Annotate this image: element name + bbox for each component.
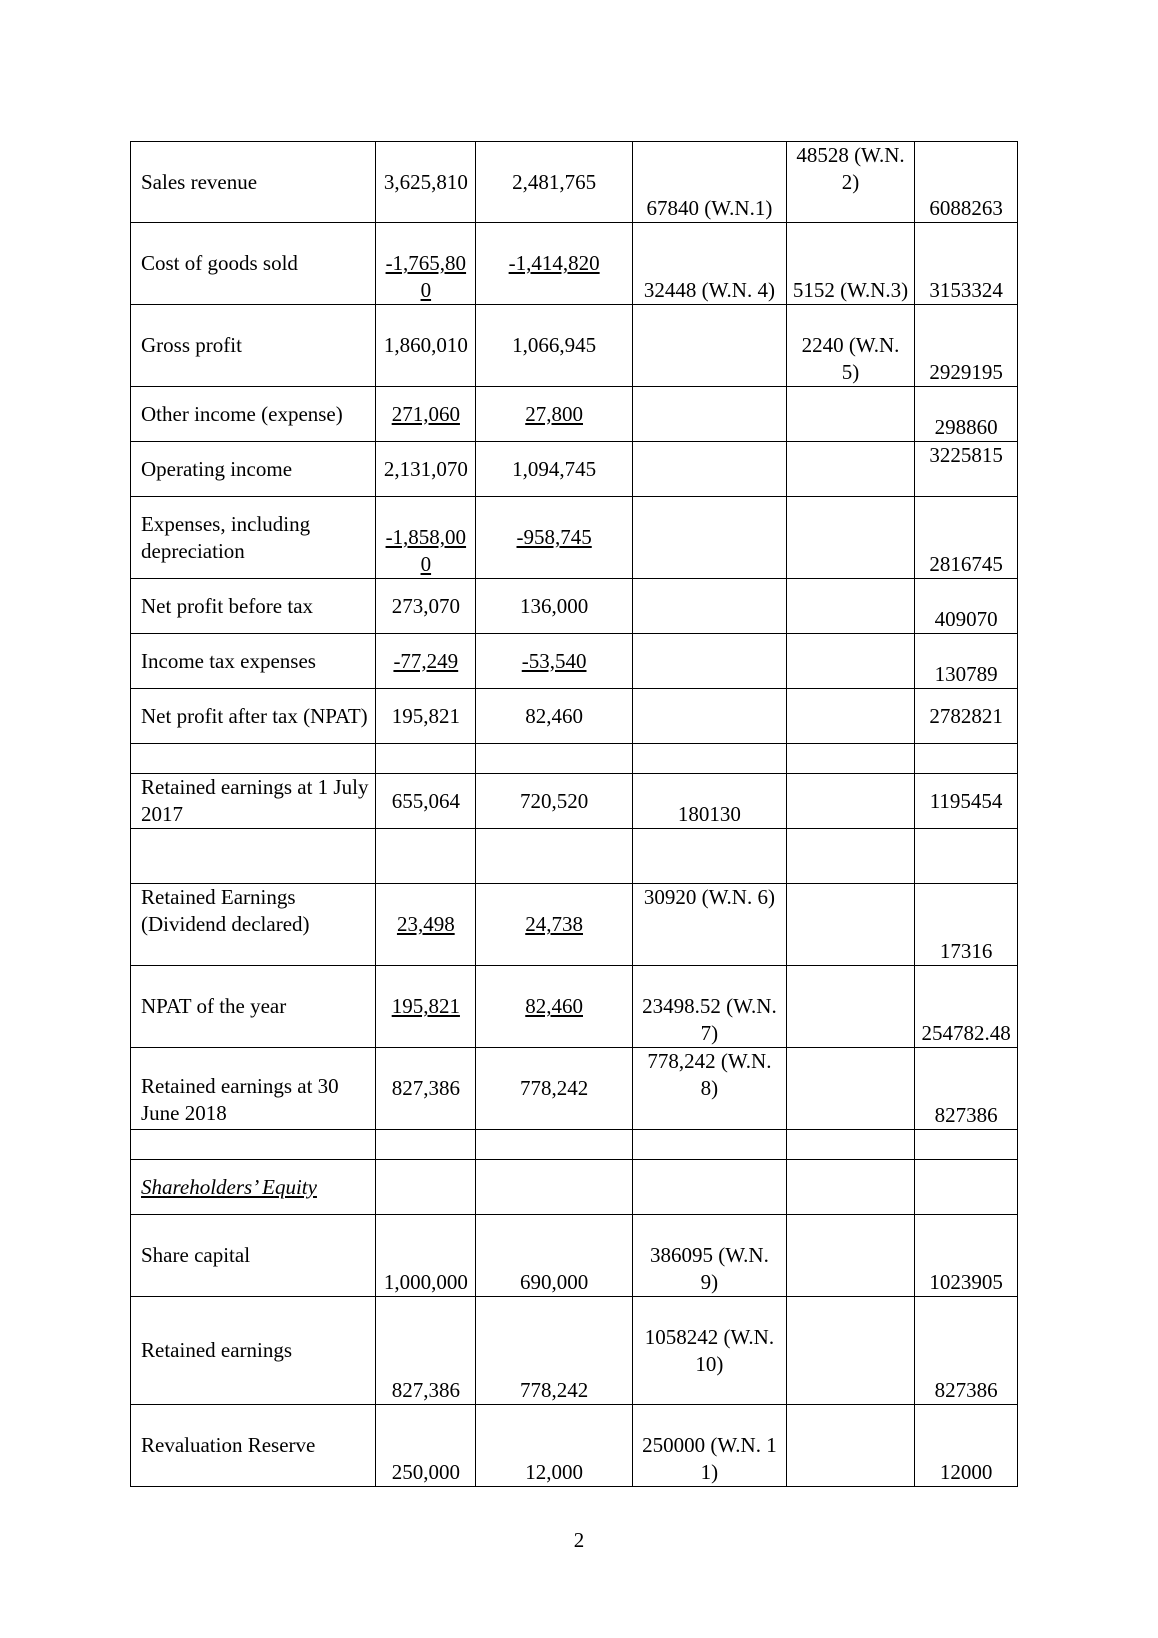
row-label: Sales revenue xyxy=(131,142,376,223)
row-label: Operating income xyxy=(131,442,376,497)
cell-col1: 827,386 xyxy=(376,1297,476,1405)
cell-col5: 3153324 xyxy=(915,223,1018,305)
cell-col3: 32448 (W.N. 4) xyxy=(633,223,787,305)
cell-col4: 48528 (W.N.2) xyxy=(786,142,914,223)
cell-col5: 1023905 xyxy=(915,1215,1018,1297)
section-heading: Shareholders’ Equity xyxy=(131,1160,376,1215)
table-row xyxy=(131,497,1018,579)
row-label: Other income (expense) xyxy=(131,387,376,442)
cell-col2 xyxy=(476,1160,633,1215)
cell-col3: 250000 (W.N. 11) xyxy=(633,1405,787,1487)
cell-col4 xyxy=(786,966,914,1048)
cell-col3 xyxy=(633,744,787,774)
cell-col5: 2929195 xyxy=(915,305,1018,387)
cell-col2: 778,242 xyxy=(476,1048,633,1130)
cell-col1: 250,000 xyxy=(376,1405,476,1487)
row-label: Retained earnings at 1 July 2017 xyxy=(131,774,376,829)
row-label xyxy=(131,744,376,774)
cell-col4: 5152 (W.N.3) xyxy=(786,223,914,305)
cell-col3: 386095 (W.N. 9) xyxy=(633,1215,787,1297)
cell-col2: -53,540 xyxy=(476,634,633,689)
cell-col4 xyxy=(786,1405,914,1487)
cell-col4 xyxy=(786,634,914,689)
row-label: Net profit before tax xyxy=(131,579,376,634)
table-row xyxy=(131,1130,1018,1160)
cell-col1: 3,625,810 xyxy=(376,142,476,223)
cell-col3: 1058242 (W.N. 10) xyxy=(633,1297,787,1405)
table-row xyxy=(131,744,1018,774)
cell-col2: 136,000 xyxy=(476,579,633,634)
cell-col2: 1,094,745 xyxy=(476,442,633,497)
cell-col3 xyxy=(633,829,787,884)
cell-col5: 2782821 xyxy=(915,689,1018,744)
cell-col2 xyxy=(476,744,633,774)
cell-col5 xyxy=(915,744,1018,774)
row-label: NPAT of the year xyxy=(131,966,376,1048)
table-row xyxy=(131,1215,1018,1297)
cell-col5: 827386 xyxy=(915,1048,1018,1130)
cell-col5: 12000 xyxy=(915,1405,1018,1487)
cell-col5: 409070 xyxy=(915,579,1018,634)
cell-col5 xyxy=(915,1130,1018,1160)
cell-col2 xyxy=(476,829,633,884)
cell-col4 xyxy=(786,689,914,744)
cell-col4 xyxy=(786,1160,914,1215)
cell-col4 xyxy=(786,1297,914,1405)
row-label: Net profit after tax (NPAT) xyxy=(131,689,376,744)
cell-col4 xyxy=(786,1130,914,1160)
cell-col4 xyxy=(786,774,914,829)
table-row xyxy=(131,223,1018,305)
row-label: Revaluation Reserve xyxy=(131,1405,376,1487)
cell-col3 xyxy=(633,305,787,387)
cell-col3 xyxy=(633,579,787,634)
cell-col1: -77,249 xyxy=(376,634,476,689)
table-row xyxy=(131,689,1018,744)
cell-col2: 690,000 xyxy=(476,1215,633,1297)
cell-col3: 67840 (W.N.1) xyxy=(633,142,787,223)
cell-col2: 12,000 xyxy=(476,1405,633,1487)
cell-col1: -1,858,000 xyxy=(376,497,476,579)
cell-col1: 195,821 xyxy=(376,966,476,1048)
table-row xyxy=(131,442,1018,497)
cell-col1: 2,131,070 xyxy=(376,442,476,497)
cell-col3: 23498.52 (W.N. 7) xyxy=(633,966,787,1048)
cell-col1: 273,070 xyxy=(376,579,476,634)
cell-col2: 24,738 xyxy=(476,884,633,966)
cell-col5: 298860 xyxy=(915,387,1018,442)
table-row xyxy=(131,829,1018,884)
cell-col3: 778,242 (W.N. 8) xyxy=(633,1048,787,1130)
cell-col5 xyxy=(915,829,1018,884)
row-label: Cost of goods sold xyxy=(131,223,376,305)
cell-col4 xyxy=(786,387,914,442)
cell-col5: 130789 xyxy=(915,634,1018,689)
cell-col1 xyxy=(376,829,476,884)
cell-col1: 271,060 xyxy=(376,387,476,442)
cell-col4 xyxy=(786,1215,914,1297)
table-row xyxy=(131,387,1018,442)
row-label: Income tax expenses xyxy=(131,634,376,689)
cell-col2: 720,520 xyxy=(476,774,633,829)
cell-col2: -958,745 xyxy=(476,497,633,579)
cell-col3: 30920 (W.N. 6) xyxy=(633,884,787,966)
cell-col3 xyxy=(633,387,787,442)
row-label xyxy=(131,829,376,884)
table-row xyxy=(131,142,1018,223)
cell-col1: 827,386 xyxy=(376,1048,476,1130)
table-row xyxy=(131,579,1018,634)
cell-col4 xyxy=(786,744,914,774)
cell-col1 xyxy=(376,1130,476,1160)
table-row xyxy=(131,1297,1018,1405)
row-label: Gross profit xyxy=(131,305,376,387)
cell-col2 xyxy=(476,1130,633,1160)
cell-col4 xyxy=(786,442,914,497)
row-label xyxy=(131,1130,376,1160)
cell-col1: 1,000,000 xyxy=(376,1215,476,1297)
cell-col3 xyxy=(633,634,787,689)
cell-col3 xyxy=(633,442,787,497)
cell-col1 xyxy=(376,744,476,774)
cell-col5: 6088263 xyxy=(915,142,1018,223)
table-row xyxy=(131,884,1018,966)
cell-col4 xyxy=(786,829,914,884)
cell-col5: 2816745 xyxy=(915,497,1018,579)
cell-col1 xyxy=(376,1160,476,1215)
cell-col3 xyxy=(633,1160,787,1215)
row-label: Expenses, including depreciation xyxy=(131,497,376,579)
cell-col3 xyxy=(633,689,787,744)
table-row xyxy=(131,774,1018,829)
cell-col2: 82,460 xyxy=(476,689,633,744)
cell-col5 xyxy=(915,1160,1018,1215)
table-row xyxy=(131,1048,1018,1130)
cell-col3 xyxy=(633,497,787,579)
cell-col2: 27,800 xyxy=(476,387,633,442)
cell-col4 xyxy=(786,579,914,634)
row-label: Share capital xyxy=(131,1215,376,1297)
cell-col2: 778,242 xyxy=(476,1297,633,1405)
cell-col3 xyxy=(633,1130,787,1160)
consolidation-table xyxy=(130,141,1018,1487)
cell-col1: 655,064 xyxy=(376,774,476,829)
cell-col3: 180130 xyxy=(633,774,787,829)
cell-col4 xyxy=(786,884,914,966)
page-number: 2 xyxy=(573,1528,585,1552)
cell-col2: -1,414,820 xyxy=(476,223,633,305)
cell-col1: 195,821 xyxy=(376,689,476,744)
table-row xyxy=(131,1160,1018,1215)
cell-col4 xyxy=(786,497,914,579)
table-row xyxy=(131,305,1018,387)
row-label: Retained earnings at 30 June 2018 xyxy=(131,1048,376,1130)
cell-col2: 2,481,765 xyxy=(476,142,633,223)
row-label: Retained earnings xyxy=(131,1297,376,1405)
row-label: Retained Earnings (Dividend declared) xyxy=(131,884,376,966)
cell-col5: 827386 xyxy=(915,1297,1018,1405)
cell-col1: -1,765,800 xyxy=(376,223,476,305)
table-row xyxy=(131,966,1018,1048)
table-row xyxy=(131,634,1018,689)
cell-col2: 82,460 xyxy=(476,966,633,1048)
cell-col4: 2240 (W.N. 5) xyxy=(786,305,914,387)
table-row xyxy=(131,1405,1018,1487)
cell-col2: 1,066,945 xyxy=(476,305,633,387)
cell-col5: 17316 xyxy=(915,884,1018,966)
cell-col5: 3225815 xyxy=(915,442,1018,497)
cell-col4 xyxy=(786,1048,914,1130)
cell-col5: 1195454 xyxy=(915,774,1018,829)
cell-col1: 1,860,010 xyxy=(376,305,476,387)
cell-col5: 254782.48 xyxy=(915,966,1018,1048)
cell-col1: 23,498 xyxy=(376,884,476,966)
